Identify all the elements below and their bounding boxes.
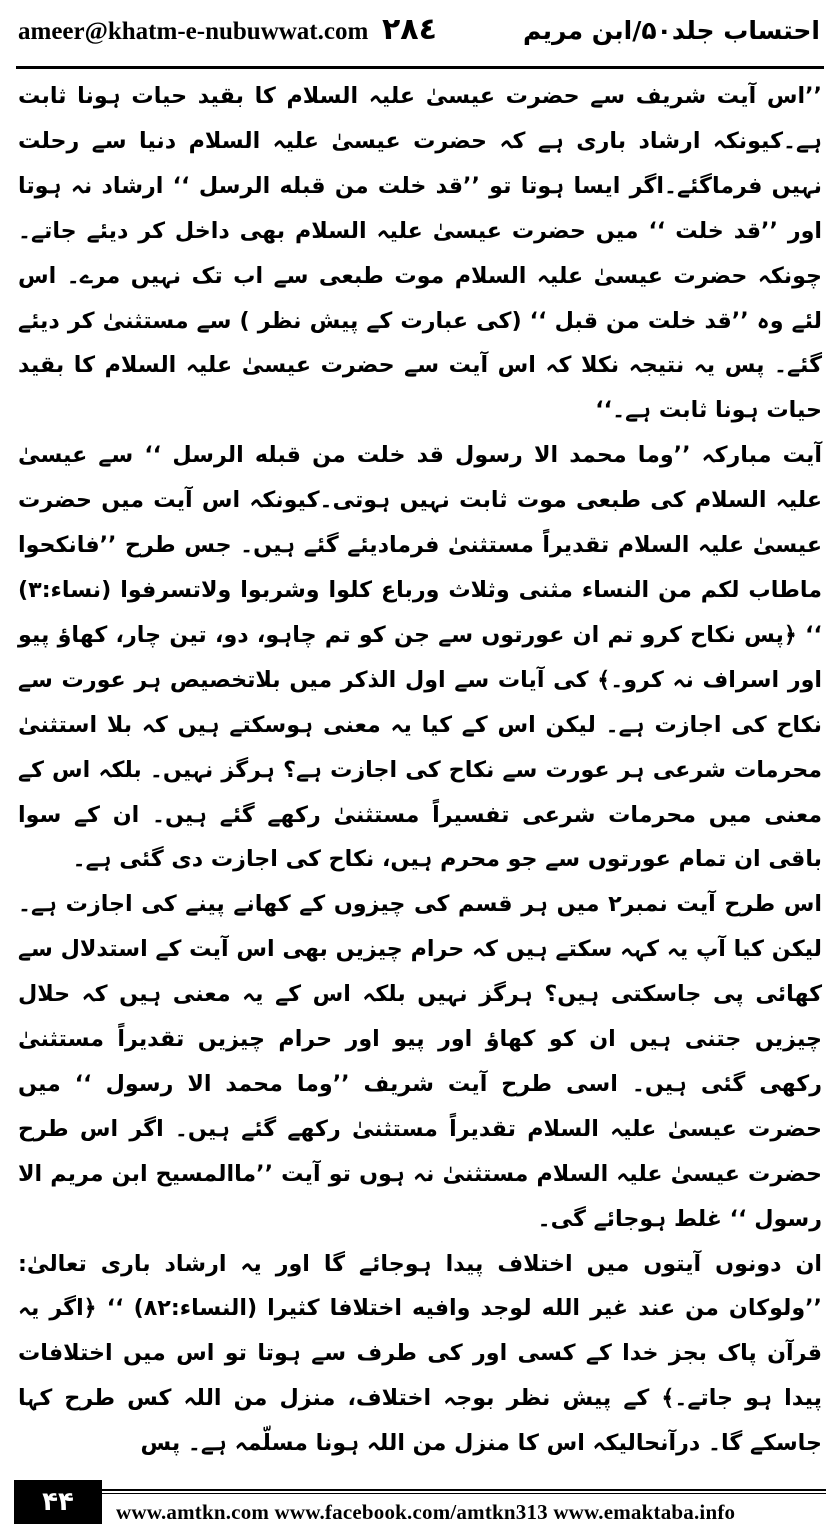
header-email: ameer@khatm-e-nubuwwat.com xyxy=(18,18,369,45)
body-text xyxy=(18,74,822,1466)
footer-website-links: www.amtkn.com www.facebook.com/amtkn313 www.emaktaba.info xyxy=(116,1500,736,1524)
footer-page-number: ۴۴ xyxy=(14,1480,102,1524)
paragraph-1: ’’اس آیت شریف سے حضرت عیسیٰ علیہ السلام کا بقید حیات ہونا ثابت ہے۔کیونکہ ارشاد باری ہے کہ حضرت عیسیٰ علیہ السلام دنیا سے رحلت نہیں فرماگئے۔اگر ایسا ہوتا تو ’’قد خلت من قبله الرسل ‘‘ ارشاد نہ ہوتا اور ’’قد خلت ‘‘ میں حضرت عیسیٰ علیہ السلام بھی داخل کر دیئے جاتے۔ چونکہ حضرت عیسیٰ علیہ السلام موت طبعی سے اب تک نہیں مرے۔ اس لئے وہ ’’قد خلت من قبل ‘‘ (کی عبارت کے پیش نظر ) سے مستثنیٰ کر دیئے گئے۔ پس یہ نتیجہ نکلا کہ اس آیت سے حضرت عیسیٰ علیہ السلام کا بقید حیات ہونا ثابت ہے۔‘‘ xyxy=(18,83,822,424)
header-page-number: ٢٨٤ xyxy=(382,12,437,47)
paragraph-3: اس طرح آیت نمبر۲ میں ہر قسم کی چیزوں کے کھانے پینے کی اجازت ہے۔ لیکن کیا آپ یہ کہہ سکتے ہیں کہ حرام چیزیں بھی اس آیت کے استدلال سے کھائی پی جاسکتی ہیں؟ ہرگز نہیں بلکہ اس کے یہ معنی ہیں کہ حلال چیزیں جتنی ہیں ان کو کھاؤ اور پیو اور حرام چیزیں تقدیراً مستثنیٰ رکھی گئی ہیں۔ اسی طرح آیت شریف ’’وما محمد الا رسول ‘‘ میں حضرت عیسیٰ علیہ السلام تقدیراً مستثنیٰ رکھے گئے ہیں۔ اگر اس طرح حضرت عیسیٰ علیہ السلام مستثنیٰ نہ ہوں تو آیت ’’ماالمسیح ابن مریم الا رسول ‘‘ غلط ہوجائے گی۔ xyxy=(18,891,822,1232)
header-rule xyxy=(16,66,824,69)
paragraph-2: آیت مبارکہ ’’وما محمد الا رسول قد خلت من قبله الرسل ‘‘ سے عیسیٰ علیہ السلام کی طبعی موت ثابت نہیں ہوتی۔کیونکہ اس آیت میں حضرت عیسیٰ علیہ السلام تقدیراً مستثنیٰ فرمادیئے گئے ہیں۔ جس طرح ’’فانکحوا ماطاب لکم من النساء مثنی وثلاث ورباع کلوا وشربوا ولاتسرفوا (نساء:۳) ‘‘ ﴿پس نکاح کرو تم ان عورتوں سے جن کو تم چاہو، دو، تین چار، کھاؤ پیو اور اسراف نہ کرو۔﴾ کی آیات سے اول الذکر میں بلاتخصیص ہر عورت سے نکاح کی اجازت ہے۔ لیکن اس کے کیا یہ معنی ہوسکتے ہیں کہ بلا استثنیٰ محرمات شرعی ہر عورت سے نکاح کی اجازت ہے؟ ہرگز نہیں۔ بلکہ اس کے معنی میں محرمات شرعی تفسیراً مستثنیٰ رکھے گئے ہیں۔ ان کے سوا باقی ان تمام عورتوں سے جو محرم ہیں، نکاح کی اجازت دی گئی ہے۔ xyxy=(18,442,822,873)
footer-rule xyxy=(14,1489,826,1491)
page-header xyxy=(0,0,840,70)
header-book-title: احتساب جلد۵۰/ابن مریم xyxy=(523,16,820,45)
paragraph-4: ان دونوں آیتوں میں اختلاف پیدا ہوجائے گا اور یہ ارشاد باری تعالیٰ: ’’ولوکان من عند غیر الله لوجد وافیه اختلافا کثیرا (النساء:۸۲) ‘‘ ﴿اگر یہ قرآن پاک بجز خدا کے کسی اور کی طرف سے ہوتا تو اس میں اختلافات پیدا ہو جاتے۔﴾ کے پیش نظر بوجہ اختلاف، منزل من اللہ کس طرح کہا جاسکے گا۔ درآنحالیکہ اس کا منزل من اللہ ہونا مسلّمہ ہے۔ پس xyxy=(18,1250,822,1457)
page-footer xyxy=(0,1480,840,1540)
footer-rule-thin xyxy=(14,1493,826,1494)
